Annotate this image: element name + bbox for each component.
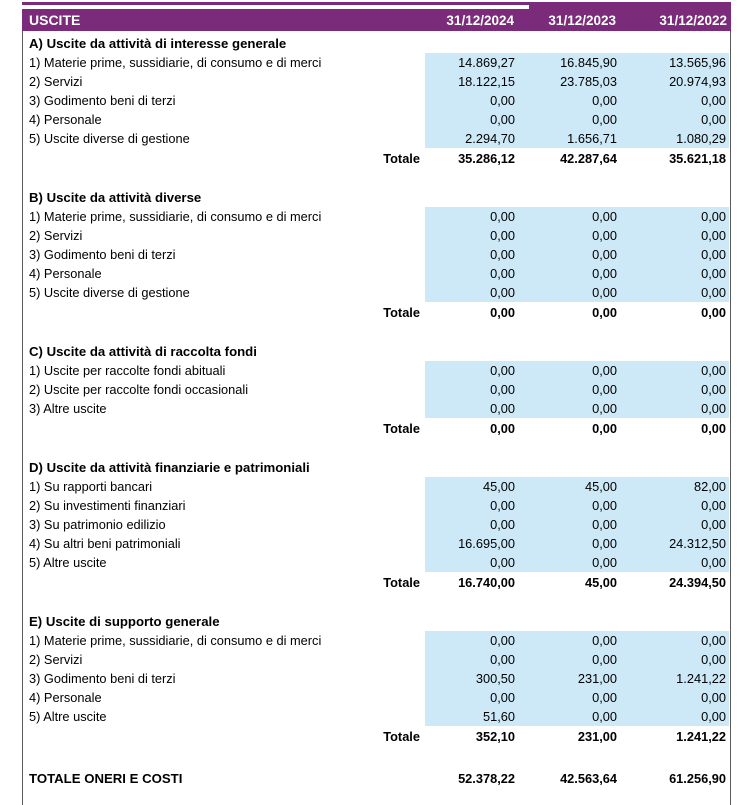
row-label: 2) Servizi bbox=[29, 74, 83, 89]
row-label: 4) Personale bbox=[29, 112, 102, 127]
table-row bbox=[23, 91, 730, 110]
row-label: 4) Personale bbox=[29, 266, 102, 281]
row-label: 3) Altre uscite bbox=[29, 401, 107, 416]
value-2024: 51,60 bbox=[425, 707, 518, 726]
total-2023: 0,00 bbox=[592, 304, 617, 320]
table-row bbox=[23, 245, 730, 264]
row-label: 1) Materie prime, sussidiarie, di consumo e di merci bbox=[29, 633, 322, 648]
value-2024: 0,00 bbox=[425, 631, 518, 650]
table-row bbox=[23, 515, 730, 534]
table-row bbox=[23, 129, 730, 148]
total-2022: 24.394,50 bbox=[669, 574, 726, 590]
value-2023: 45,00 bbox=[518, 477, 620, 496]
total-2023: 0,00 bbox=[592, 420, 617, 436]
value-2023: 0,00 bbox=[518, 496, 620, 515]
row-label: 2) Uscite per raccolte fondi occasionali bbox=[29, 382, 249, 397]
value-2023: 23.785,03 bbox=[518, 72, 620, 91]
section-title: E) Uscite di supporto generale bbox=[29, 614, 220, 629]
value-2023: 0,00 bbox=[518, 361, 620, 380]
grand-total-2022: 61.256,90 bbox=[669, 770, 726, 786]
grand-total-2024: 52.378,22 bbox=[458, 770, 515, 786]
table-row bbox=[23, 669, 730, 688]
column-header-2023: 31/12/2023 bbox=[548, 12, 616, 28]
total-label: Totale bbox=[383, 728, 420, 744]
total-2024: 0,00 bbox=[490, 420, 515, 436]
value-2023: 0,00 bbox=[518, 534, 620, 553]
table-row bbox=[23, 361, 730, 380]
total-2022: 0,00 bbox=[701, 304, 726, 320]
section-d bbox=[23, 458, 730, 592]
value-2023: 0,00 bbox=[518, 399, 620, 418]
value-2023: 0,00 bbox=[518, 515, 620, 534]
value-2023: 0,00 bbox=[518, 631, 620, 650]
total-label: Totale bbox=[383, 304, 420, 320]
section-gap bbox=[23, 438, 730, 458]
row-label: 5) Altre uscite bbox=[29, 555, 107, 570]
table-row bbox=[23, 110, 730, 129]
section-c bbox=[23, 342, 730, 438]
value-2024: 0,00 bbox=[425, 515, 518, 534]
value-2023: 0,00 bbox=[518, 91, 620, 110]
table-body bbox=[22, 31, 731, 805]
grand-total-2023: 42.563,64 bbox=[560, 770, 617, 786]
value-2024: 14.869,27 bbox=[425, 53, 518, 72]
value-2023: 0,00 bbox=[518, 650, 620, 669]
total-2022: 0,00 bbox=[701, 420, 726, 436]
row-label: 5) Uscite diverse di gestione bbox=[29, 285, 190, 300]
value-2022: 0,00 bbox=[620, 110, 729, 129]
table-row bbox=[23, 477, 730, 496]
row-label: 4) Personale bbox=[29, 690, 102, 705]
table-row bbox=[23, 688, 730, 707]
row-label: 5) Altre uscite bbox=[29, 709, 107, 724]
total-label: Totale bbox=[383, 574, 420, 590]
value-2022: 82,00 bbox=[620, 477, 729, 496]
value-2022: 0,00 bbox=[620, 245, 729, 264]
value-2024: 0,00 bbox=[425, 207, 518, 226]
column-header-2024: 31/12/2024 bbox=[446, 12, 514, 28]
table-row bbox=[23, 707, 730, 726]
section-total-row bbox=[23, 418, 730, 438]
table-row bbox=[23, 53, 730, 72]
section-total-row bbox=[23, 726, 730, 746]
value-2023: 0,00 bbox=[518, 380, 620, 399]
table-title: USCITE bbox=[29, 12, 81, 28]
table-row bbox=[23, 496, 730, 515]
value-2024: 0,00 bbox=[425, 553, 518, 572]
value-2022: 0,00 bbox=[620, 553, 729, 572]
value-2024: 0,00 bbox=[425, 91, 518, 110]
value-2022: 0,00 bbox=[620, 631, 729, 650]
value-2023: 0,00 bbox=[518, 283, 620, 302]
section-title: C) Uscite da attività di raccolta fondi bbox=[29, 344, 257, 359]
section-total-row bbox=[23, 572, 730, 592]
value-2023: 0,00 bbox=[518, 207, 620, 226]
section-e bbox=[23, 612, 730, 746]
table-row bbox=[23, 283, 730, 302]
value-2022: 0,00 bbox=[620, 496, 729, 515]
total-2024: 352,10 bbox=[475, 728, 515, 744]
value-2022: 1.080,29 bbox=[620, 129, 729, 148]
section-a bbox=[23, 34, 730, 168]
total-2023: 231,00 bbox=[577, 728, 617, 744]
table-row bbox=[23, 631, 730, 650]
value-2024: 0,00 bbox=[425, 399, 518, 418]
section-gap bbox=[23, 322, 730, 342]
table-row bbox=[23, 264, 730, 283]
table-row bbox=[23, 226, 730, 245]
total-2024: 35.286,12 bbox=[458, 150, 515, 166]
value-2022: 0,00 bbox=[620, 650, 729, 669]
section-total-row bbox=[23, 302, 730, 322]
value-2023: 0,00 bbox=[518, 553, 620, 572]
section-title: B) Uscite da attività diverse bbox=[29, 190, 202, 205]
value-2023: 0,00 bbox=[518, 226, 620, 245]
value-2023: 0,00 bbox=[518, 688, 620, 707]
table-row bbox=[23, 207, 730, 226]
value-2022: 0,00 bbox=[620, 264, 729, 283]
grand-total-label: TOTALE ONERI E COSTI bbox=[29, 770, 183, 786]
total-label: Totale bbox=[383, 420, 420, 436]
value-2024: 0,00 bbox=[425, 283, 518, 302]
value-2022: 0,00 bbox=[620, 283, 729, 302]
value-2024: 0,00 bbox=[425, 264, 518, 283]
section-total-row bbox=[23, 148, 730, 168]
total-2023: 42.287,64 bbox=[560, 150, 617, 166]
table-row bbox=[23, 72, 730, 91]
row-label: 2) Servizi bbox=[29, 652, 83, 667]
row-label: 3) Godimento beni di terzi bbox=[29, 247, 176, 262]
row-label: 3) Godimento beni di terzi bbox=[29, 671, 176, 686]
row-label: 3) Su patrimonio edilizio bbox=[29, 517, 166, 532]
row-label: 1) Materie prime, sussidiarie, di consumo e di merci bbox=[29, 209, 322, 224]
value-2023: 231,00 bbox=[518, 669, 620, 688]
value-2023: 0,00 bbox=[518, 264, 620, 283]
table-row bbox=[23, 650, 730, 669]
value-2023: 0,00 bbox=[518, 707, 620, 726]
section-title: D) Uscite da attività finanziarie e patrimoniali bbox=[29, 460, 310, 475]
value-2022: 0,00 bbox=[620, 399, 729, 418]
value-2022: 1.241,22 bbox=[620, 669, 729, 688]
value-2024: 300,50 bbox=[425, 669, 518, 688]
value-2022: 0,00 bbox=[620, 688, 729, 707]
value-2023: 0,00 bbox=[518, 110, 620, 129]
value-2022: 24.312,50 bbox=[620, 534, 729, 553]
table-row bbox=[23, 380, 730, 399]
row-label: 1) Materie prime, sussidiarie, di consumo e di merci bbox=[29, 55, 322, 70]
value-2024: 2.294,70 bbox=[425, 129, 518, 148]
row-label: 5) Uscite diverse di gestione bbox=[29, 131, 190, 146]
value-2022: 20.974,93 bbox=[620, 72, 729, 91]
total-2024: 16.740,00 bbox=[458, 574, 515, 590]
value-2024: 0,00 bbox=[425, 361, 518, 380]
value-2024: 0,00 bbox=[425, 110, 518, 129]
total-2022: 1.241,22 bbox=[676, 728, 726, 744]
value-2023: 16.845,90 bbox=[518, 53, 620, 72]
value-2024: 0,00 bbox=[425, 380, 518, 399]
value-2024: 0,00 bbox=[425, 226, 518, 245]
row-label: 2) Servizi bbox=[29, 228, 83, 243]
row-label: 2) Su investimenti finanziari bbox=[29, 498, 186, 513]
value-2024: 16.695,00 bbox=[425, 534, 518, 553]
section-gap bbox=[23, 592, 730, 612]
value-2022: 13.565,96 bbox=[620, 53, 729, 72]
value-2022: 0,00 bbox=[620, 515, 729, 534]
value-2022: 0,00 bbox=[620, 361, 729, 380]
row-label: 3) Godimento beni di terzi bbox=[29, 93, 176, 108]
total-2024: 0,00 bbox=[490, 304, 515, 320]
table-row bbox=[23, 553, 730, 572]
value-2022: 0,00 bbox=[620, 380, 729, 399]
value-2024: 0,00 bbox=[425, 496, 518, 515]
value-2022: 0,00 bbox=[620, 707, 729, 726]
total-2022: 35.621,18 bbox=[669, 150, 726, 166]
table-row bbox=[23, 399, 730, 418]
value-2022: 0,00 bbox=[620, 226, 729, 245]
table-header-bar bbox=[22, 9, 731, 31]
value-2022: 0,00 bbox=[620, 207, 729, 226]
section-title: A) Uscite da attività di interesse generale bbox=[29, 36, 287, 51]
grand-total-row bbox=[23, 768, 730, 788]
value-2022: 0,00 bbox=[620, 91, 729, 110]
value-2023: 0,00 bbox=[518, 245, 620, 264]
table-row bbox=[23, 534, 730, 553]
section-b bbox=[23, 188, 730, 322]
value-2024: 0,00 bbox=[425, 245, 518, 264]
row-label: 4) Su altri beni patrimoniali bbox=[29, 536, 181, 551]
value-2024: 0,00 bbox=[425, 650, 518, 669]
column-header-2022: 31/12/2022 bbox=[659, 12, 727, 28]
value-2024: 18.122,15 bbox=[425, 72, 518, 91]
row-label: 1) Uscite per raccolte fondi abituali bbox=[29, 363, 226, 378]
total-2023: 45,00 bbox=[584, 574, 617, 590]
total-label: Totale bbox=[383, 150, 420, 166]
value-2024: 0,00 bbox=[425, 688, 518, 707]
row-label: 1) Su rapporti bancari bbox=[29, 479, 153, 494]
section-gap bbox=[23, 168, 730, 188]
value-2023: 1.656,71 bbox=[518, 129, 620, 148]
value-2024: 45,00 bbox=[425, 477, 518, 496]
